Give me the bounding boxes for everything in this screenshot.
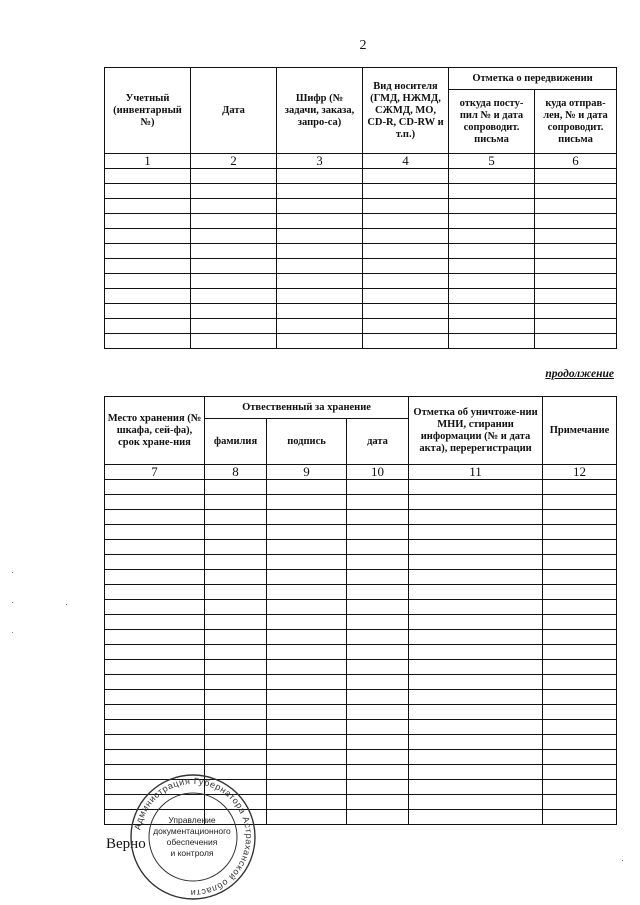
header-note: Примечание bbox=[543, 397, 617, 465]
table-cell bbox=[543, 705, 617, 720]
table-cell bbox=[277, 169, 363, 184]
storage-table bbox=[104, 396, 617, 825]
column-number-4: 4 bbox=[363, 154, 449, 169]
table-cell bbox=[205, 645, 267, 660]
table-cell bbox=[409, 750, 543, 765]
table-cell bbox=[543, 555, 617, 570]
table-cell bbox=[205, 750, 267, 765]
table-cell bbox=[205, 600, 267, 615]
table-cell bbox=[267, 720, 347, 735]
column-number-12: 12 bbox=[543, 465, 617, 480]
table-cell bbox=[267, 540, 347, 555]
table-cell bbox=[105, 214, 191, 229]
table-cell bbox=[409, 510, 543, 525]
table-cell bbox=[347, 645, 409, 660]
table-cell bbox=[205, 630, 267, 645]
stamp-line-1: Управление bbox=[168, 815, 216, 825]
table-cell bbox=[409, 540, 543, 555]
table-cell bbox=[105, 600, 205, 615]
table-cell bbox=[409, 690, 543, 705]
table-cell bbox=[277, 334, 363, 349]
header-responsible-date: дата bbox=[347, 419, 409, 465]
table-cell bbox=[449, 169, 535, 184]
table-cell bbox=[543, 630, 617, 645]
table-cell bbox=[105, 570, 205, 585]
column-number-9: 9 bbox=[267, 465, 347, 480]
table-row bbox=[105, 540, 617, 555]
table-cell bbox=[105, 705, 205, 720]
table-cell bbox=[449, 304, 535, 319]
table-cell bbox=[535, 304, 617, 319]
header-destruction-mark: Отметка об уничтоже-нии МНИ, стирании информации (№ и дата акта), перерегистрации bbox=[409, 397, 543, 465]
table-cell bbox=[347, 735, 409, 750]
table-cell bbox=[267, 810, 347, 825]
page-number: 2 bbox=[359, 38, 367, 53]
table-cell bbox=[267, 795, 347, 810]
table-row bbox=[105, 480, 617, 495]
table-row bbox=[105, 304, 617, 319]
table-row bbox=[105, 705, 617, 720]
table-cell bbox=[535, 229, 617, 244]
table-cell bbox=[535, 259, 617, 274]
table-row bbox=[105, 600, 617, 615]
table-cell bbox=[191, 229, 277, 244]
table-cell bbox=[535, 289, 617, 304]
table-cell bbox=[543, 540, 617, 555]
table-cell bbox=[205, 540, 267, 555]
table-cell bbox=[449, 214, 535, 229]
column-number-2: 2 bbox=[191, 154, 277, 169]
table-cell bbox=[267, 600, 347, 615]
header-surname: фамилия bbox=[205, 419, 267, 465]
table-cell bbox=[409, 495, 543, 510]
table-cell bbox=[409, 675, 543, 690]
table-cell bbox=[205, 660, 267, 675]
table-cell bbox=[409, 585, 543, 600]
table-cell bbox=[105, 274, 191, 289]
table-cell bbox=[409, 645, 543, 660]
table-row bbox=[105, 199, 617, 214]
table-cell bbox=[191, 184, 277, 199]
table-cell bbox=[409, 555, 543, 570]
table-cell bbox=[347, 750, 409, 765]
table-cell bbox=[105, 690, 205, 705]
table-cell bbox=[449, 259, 535, 274]
table-cell bbox=[205, 675, 267, 690]
table-row bbox=[105, 495, 617, 510]
table-cell bbox=[363, 244, 449, 259]
table-row bbox=[105, 630, 617, 645]
table-cell bbox=[191, 199, 277, 214]
table-cell bbox=[267, 495, 347, 510]
table-cell bbox=[543, 660, 617, 675]
table-cell bbox=[543, 525, 617, 540]
table-cell bbox=[105, 585, 205, 600]
table-cell bbox=[267, 630, 347, 645]
table-cell bbox=[449, 289, 535, 304]
table-cell bbox=[105, 495, 205, 510]
table-cell bbox=[543, 600, 617, 615]
table-cell bbox=[543, 510, 617, 525]
table-cell bbox=[543, 795, 617, 810]
table-cell bbox=[267, 570, 347, 585]
table-row bbox=[105, 274, 617, 289]
table-cell bbox=[347, 765, 409, 780]
table-cell bbox=[205, 690, 267, 705]
column-number-1: 1 bbox=[105, 154, 191, 169]
table-cell bbox=[105, 244, 191, 259]
table-cell bbox=[409, 795, 543, 810]
table-cell bbox=[363, 274, 449, 289]
table-cell bbox=[347, 705, 409, 720]
movement-table bbox=[104, 67, 617, 349]
scan-speck bbox=[12, 602, 13, 603]
table-cell bbox=[363, 229, 449, 244]
table-cell bbox=[191, 289, 277, 304]
table-cell bbox=[347, 660, 409, 675]
table-cell bbox=[267, 645, 347, 660]
table-cell bbox=[205, 735, 267, 750]
table-cell bbox=[105, 510, 205, 525]
table-cell bbox=[105, 735, 205, 750]
table-cell bbox=[347, 480, 409, 495]
table-cell bbox=[363, 334, 449, 349]
column-number-10: 10 bbox=[347, 465, 409, 480]
table-row bbox=[105, 289, 617, 304]
table-cell bbox=[449, 319, 535, 334]
table-cell bbox=[543, 690, 617, 705]
header-storage-place: Место хранения (№ шкафа, сей-фа), срок хране-ния bbox=[105, 397, 205, 465]
table-cell bbox=[277, 319, 363, 334]
table-cell bbox=[205, 615, 267, 630]
table-cell bbox=[277, 304, 363, 319]
column-number-7: 7 bbox=[105, 465, 205, 480]
table-cell bbox=[277, 229, 363, 244]
table-cell bbox=[105, 229, 191, 244]
stamp-line-3: обеспечения bbox=[166, 837, 218, 847]
table-cell bbox=[267, 675, 347, 690]
table-cell bbox=[267, 555, 347, 570]
table-cell bbox=[449, 244, 535, 259]
table-row bbox=[105, 334, 617, 349]
table-cell bbox=[363, 259, 449, 274]
table-cell bbox=[543, 645, 617, 660]
column-number-6: 6 bbox=[535, 154, 617, 169]
table-cell bbox=[347, 630, 409, 645]
header-movement-mark: Отметка о передвижении bbox=[449, 68, 617, 90]
table-row bbox=[105, 585, 617, 600]
table-cell bbox=[105, 289, 191, 304]
verified-label: Верно bbox=[106, 836, 146, 852]
scan-speck bbox=[622, 860, 623, 861]
table-cell bbox=[267, 510, 347, 525]
column-number-5: 5 bbox=[449, 154, 535, 169]
table-row bbox=[105, 229, 617, 244]
table-cell bbox=[105, 720, 205, 735]
table-cell bbox=[347, 585, 409, 600]
table-cell bbox=[535, 274, 617, 289]
table-cell bbox=[105, 319, 191, 334]
table-cell bbox=[347, 495, 409, 510]
table-cell bbox=[347, 570, 409, 585]
table-cell bbox=[267, 735, 347, 750]
table-cell bbox=[535, 244, 617, 259]
table-cell bbox=[409, 600, 543, 615]
table-cell bbox=[347, 555, 409, 570]
table-row bbox=[105, 615, 617, 630]
table-cell bbox=[543, 810, 617, 825]
table-cell bbox=[267, 750, 347, 765]
table-cell bbox=[543, 780, 617, 795]
table-cell bbox=[363, 214, 449, 229]
table-cell bbox=[409, 780, 543, 795]
table-cell bbox=[267, 660, 347, 675]
table-cell bbox=[347, 615, 409, 630]
table-cell bbox=[543, 615, 617, 630]
table-cell bbox=[409, 570, 543, 585]
table-row bbox=[105, 555, 617, 570]
table-cell bbox=[205, 555, 267, 570]
table-cell bbox=[543, 735, 617, 750]
table-cell bbox=[535, 334, 617, 349]
table-cell bbox=[347, 510, 409, 525]
table-cell bbox=[449, 184, 535, 199]
table-row bbox=[105, 244, 617, 259]
table-cell bbox=[277, 199, 363, 214]
table-row bbox=[105, 510, 617, 525]
table-cell bbox=[347, 780, 409, 795]
table-cell bbox=[191, 319, 277, 334]
stamp-center-text bbox=[148, 815, 236, 859]
table-cell bbox=[277, 184, 363, 199]
table-cell bbox=[105, 525, 205, 540]
table-cell bbox=[267, 585, 347, 600]
table-cell bbox=[105, 660, 205, 675]
table-cell bbox=[409, 765, 543, 780]
table-cell bbox=[205, 495, 267, 510]
table-cell bbox=[105, 334, 191, 349]
table-cell bbox=[191, 169, 277, 184]
table-cell bbox=[105, 304, 191, 319]
table-cell bbox=[205, 525, 267, 540]
table-cell bbox=[535, 214, 617, 229]
table-cell bbox=[277, 214, 363, 229]
header-responsible: Отвественный за хранение bbox=[205, 397, 409, 419]
table-cell bbox=[543, 720, 617, 735]
table-row bbox=[105, 184, 617, 199]
scan-speck bbox=[66, 604, 67, 605]
table-row bbox=[105, 525, 617, 540]
table-cell bbox=[449, 334, 535, 349]
table-cell bbox=[347, 675, 409, 690]
table-cell bbox=[105, 750, 205, 765]
header-media-type: Вид носителя (ГМД, НЖМД, СЖМД, МО, CD-R, CD-RW и т.п.) bbox=[363, 68, 449, 154]
table-cell bbox=[105, 184, 191, 199]
table-cell bbox=[205, 585, 267, 600]
table-cell bbox=[363, 319, 449, 334]
header-date: Дата bbox=[191, 68, 277, 154]
table-cell bbox=[363, 184, 449, 199]
table-cell bbox=[267, 690, 347, 705]
stamp-line-4: и контроля bbox=[170, 848, 214, 858]
table-cell bbox=[105, 540, 205, 555]
table-cell bbox=[543, 480, 617, 495]
table-cell bbox=[277, 289, 363, 304]
table-row bbox=[105, 259, 617, 274]
table-cell bbox=[205, 720, 267, 735]
table-cell bbox=[409, 660, 543, 675]
table-cell bbox=[409, 705, 543, 720]
table-cell bbox=[191, 214, 277, 229]
table-cell bbox=[409, 810, 543, 825]
table-cell bbox=[191, 259, 277, 274]
table-cell bbox=[409, 525, 543, 540]
table-cell bbox=[267, 780, 347, 795]
table-cell bbox=[409, 630, 543, 645]
table-cell bbox=[535, 319, 617, 334]
table-cell bbox=[205, 705, 267, 720]
table-row bbox=[105, 690, 617, 705]
table-cell bbox=[363, 199, 449, 214]
table-cell bbox=[205, 570, 267, 585]
table-cell bbox=[409, 615, 543, 630]
table-cell bbox=[105, 555, 205, 570]
header-inventory-number: Учетный (инвентарный №) bbox=[105, 68, 191, 154]
table-cell bbox=[347, 525, 409, 540]
table-cell bbox=[409, 720, 543, 735]
table-cell bbox=[205, 510, 267, 525]
table-cell bbox=[191, 274, 277, 289]
table-cell bbox=[347, 540, 409, 555]
table-cell bbox=[535, 184, 617, 199]
table-cell bbox=[535, 169, 617, 184]
table-cell bbox=[267, 705, 347, 720]
table-cell bbox=[267, 615, 347, 630]
table-cell bbox=[277, 274, 363, 289]
table-cell bbox=[543, 750, 617, 765]
table-row bbox=[105, 660, 617, 675]
table-cell bbox=[347, 795, 409, 810]
table-cell bbox=[205, 480, 267, 495]
table-cell bbox=[191, 244, 277, 259]
table-cell bbox=[347, 690, 409, 705]
table-cell bbox=[409, 735, 543, 750]
header-received-from: откуда посту-пил № и дата сопроводит. письма bbox=[449, 90, 535, 154]
table-cell bbox=[543, 765, 617, 780]
table-cell bbox=[105, 480, 205, 495]
table-row bbox=[105, 570, 617, 585]
column-number-11: 11 bbox=[409, 465, 543, 480]
table-row bbox=[105, 319, 617, 334]
table-row bbox=[105, 735, 617, 750]
table-row bbox=[105, 720, 617, 735]
column-number-8: 8 bbox=[205, 465, 267, 480]
table-cell bbox=[267, 525, 347, 540]
table-cell bbox=[543, 570, 617, 585]
stamp-line-2: документационного bbox=[153, 826, 231, 836]
table-cell bbox=[267, 765, 347, 780]
column-number-3: 3 bbox=[277, 154, 363, 169]
table-row bbox=[105, 675, 617, 690]
table-cell bbox=[543, 585, 617, 600]
scan-speck bbox=[12, 572, 13, 573]
header-signature: подпись bbox=[267, 419, 347, 465]
table-cell bbox=[543, 675, 617, 690]
table-cell bbox=[449, 274, 535, 289]
table-cell bbox=[267, 480, 347, 495]
header-cipher: Шифр (№ задачи, заказа, запро-са) bbox=[277, 68, 363, 154]
table-cell bbox=[191, 304, 277, 319]
table-cell bbox=[449, 199, 535, 214]
table-cell bbox=[409, 480, 543, 495]
table-cell bbox=[105, 199, 191, 214]
table-cell bbox=[105, 630, 205, 645]
table-cell bbox=[191, 334, 277, 349]
table-cell bbox=[363, 169, 449, 184]
table-cell bbox=[535, 199, 617, 214]
table-cell bbox=[347, 810, 409, 825]
table-cell bbox=[105, 615, 205, 630]
table-cell bbox=[543, 495, 617, 510]
header-sent-to: куда отправ-лен, № и дата сопроводит. письма bbox=[535, 90, 617, 154]
table-row bbox=[105, 750, 617, 765]
table-cell bbox=[105, 645, 205, 660]
table-cell bbox=[277, 259, 363, 274]
table-cell bbox=[105, 675, 205, 690]
table-cell bbox=[449, 229, 535, 244]
table-cell bbox=[347, 600, 409, 615]
table-cell bbox=[105, 259, 191, 274]
table-cell bbox=[277, 244, 363, 259]
table-row bbox=[105, 645, 617, 660]
table-cell bbox=[363, 304, 449, 319]
continuation-label: продолжение bbox=[545, 368, 614, 380]
table-cell bbox=[363, 289, 449, 304]
stamp-ring-text: Администрация Губернатора Астраханской области bbox=[132, 775, 255, 899]
table-row bbox=[105, 214, 617, 229]
scan-speck bbox=[12, 632, 13, 633]
table-row bbox=[105, 169, 617, 184]
table-cell bbox=[347, 720, 409, 735]
table-cell bbox=[105, 169, 191, 184]
